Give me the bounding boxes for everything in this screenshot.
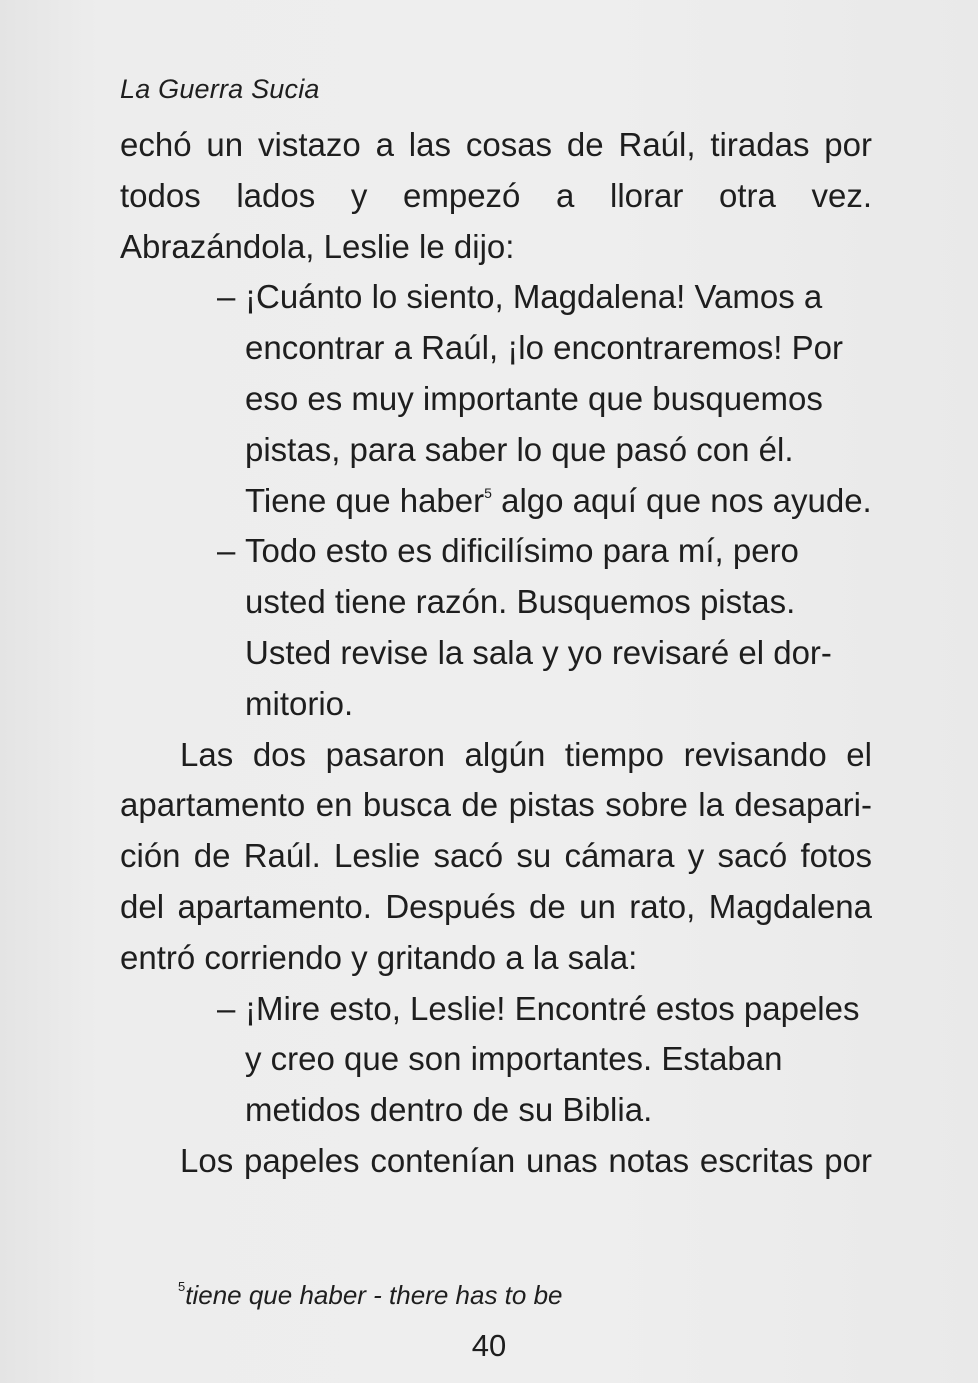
dialogue-text-1b: algo aquí que nos ayude.	[491, 481, 872, 519]
dialogue-dash: –	[217, 278, 236, 316]
footnote	[178, 1280, 563, 1311]
dialogue-dash: –	[217, 532, 236, 570]
footnote-text: tiene que haber - there has to be	[185, 1280, 563, 1310]
body-text	[120, 120, 872, 1187]
dialogue-text-1a: ¡Cuánto lo siento, Magdalena! Vamos a encontrar a Raúl, ¡lo encontraremos! Por eso es muy importante que busquemos pistas, para saber lo que pasó con él. Tiene que haber	[245, 278, 843, 519]
paragraph-1: echó un vistazo a las cosas de Raúl, tiradas por todos lados y empezó a llorar otra vez. Abrazándola, Leslie le dijo:	[120, 126, 872, 265]
dialogue-line-1	[120, 272, 872, 526]
paragraph-3: Los papeles contenían unas notas escritas por	[180, 1141, 872, 1179]
running-head: La Guerra Sucia	[120, 74, 320, 104]
footnote-mark: 5	[178, 1279, 186, 1294]
dialogue-line-3	[120, 984, 872, 1136]
dialogue-text-3: ¡Mire esto, Leslie! Encontré estos papeles y creo que son importantes. Estaban metidos dentro de su Biblia.	[245, 989, 860, 1129]
dialogue-dash: –	[217, 989, 236, 1027]
paragraph-2: Las dos pasaron algún tiempo revisando el apartamento en busca de pistas sobre la desaparición de Raúl. Leslie sacó su cámara y sacó fotos del apartamento. Después de un rato, Magdalena entró corriendo y gritando a la sala:	[120, 735, 872, 976]
dialogue-line-2	[120, 526, 872, 729]
dialogue-text-2: Todo esto es dificilísimo para mí, pero usted tiene razón. Busquemos pistas. Usted revise la sala y yo revisaré el dormitorio.	[245, 532, 832, 722]
footnote-reference: 5	[484, 484, 492, 501]
page-number: 40	[471, 1328, 507, 1363]
